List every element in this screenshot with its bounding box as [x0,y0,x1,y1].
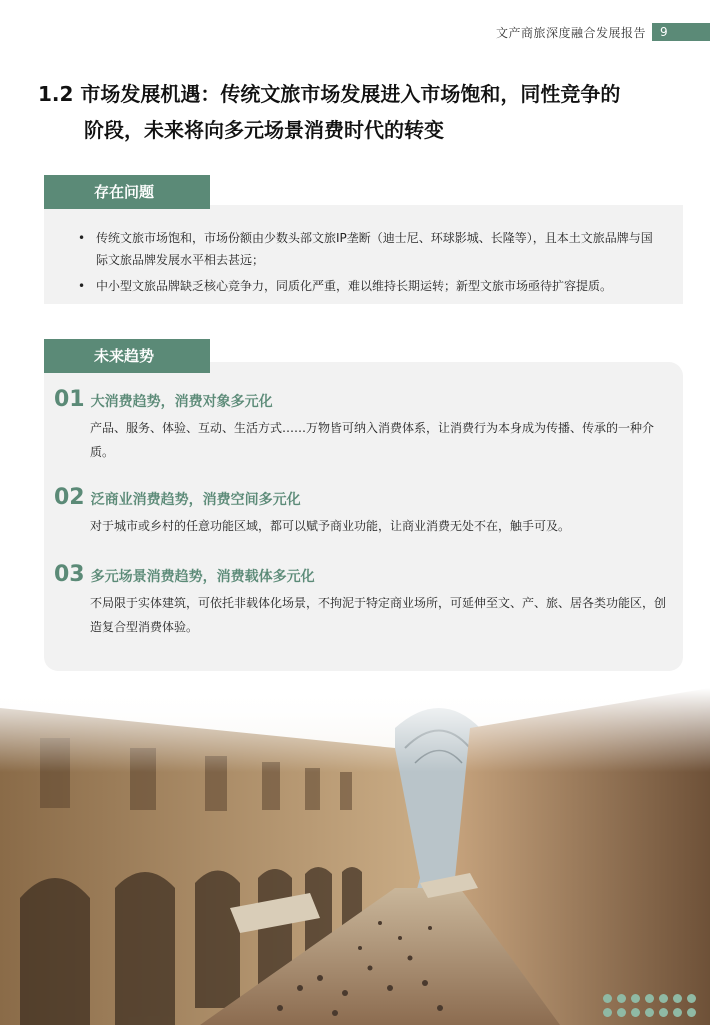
section-heading: 1.2 市场发展机遇：传统文旅市场发展进入市场饱和，同性竞争的 [38,82,621,106]
galleria-photo [0,688,710,1025]
decorative-dot-grid [603,994,696,1017]
issues-label: 存在问题 [44,175,210,209]
trend-item [54,562,674,639]
issues-list [78,227,663,297]
report-title: 文产商旅深度融合发展报告 [495,25,646,40]
trend-text: 不局限于实体建筑，可依托非载体化场景，不拘泥于特定商业场所，可延伸至文、产、旅、居各类功能区，创造复合型消费体验。 [90,596,667,634]
trend-title: 多元场景消费趋势，消费载体多元化 [90,569,315,585]
trends-label: 未来趋势 [44,339,210,373]
issue-item: • 传统文旅市场饱和，市场份额由少数头部文旅IP垄断（迪士尼、环球影城、长隆等），且本土文旅品牌与国际文旅品牌发展水平相去甚远； [78,227,663,271]
trends-panel [44,362,683,671]
page-number: 9 [652,23,710,41]
trend-title: 大消费趋势，消费对象多元化 [90,394,273,410]
shopping-arcade-illustration [0,688,710,1025]
trend-title: 泛商业消费趋势，消费空间多元化 [90,492,301,508]
issue-item: • 中小型文旅品牌缺乏核心竞争力，同质化严重，难以维持长期运转；新型文旅市场亟待扩容提质。 [78,275,663,297]
trend-text: 对于城市或乡村的任意功能区域，都可以赋予商业功能，让商业消费无处不在，触手可及。 [90,519,571,533]
trend-number: 02 [54,485,85,510]
trend-number: 01 [54,387,85,412]
trend-item [54,485,674,538]
issues-panel [44,205,683,304]
section-heading-line2: 阶段，未来将向多元场景消费时代的转变 [84,118,444,142]
page-header [496,22,710,42]
trend-item [54,387,674,464]
trend-number: 03 [54,562,85,587]
trend-text: 产品、服务、体验、互动、生活方式……万物皆可纳入消费体系，让消费行为本身成为传播、传承的一种介质。 [90,421,655,459]
